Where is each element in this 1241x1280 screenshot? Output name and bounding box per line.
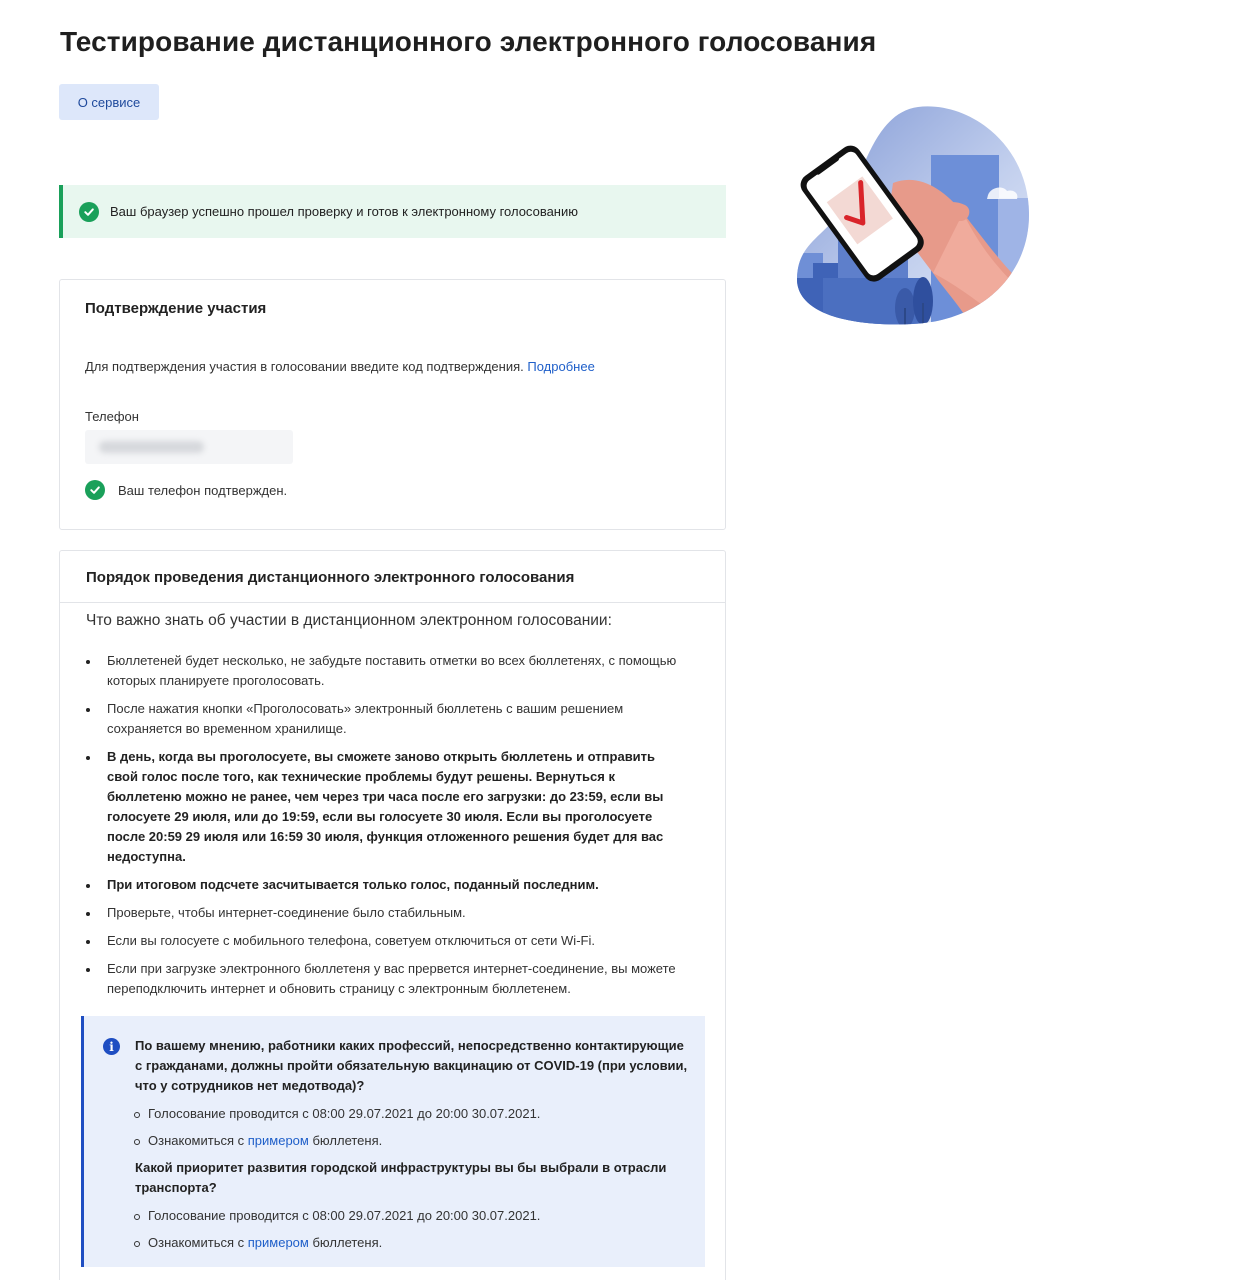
phone-field[interactable] <box>85 430 293 464</box>
list-item: Голосование проводится с 08:00 29.07.2021 до 20:00 30.07.2021. <box>133 1206 540 1226</box>
confirmation-title: Подтверждение участия <box>85 300 267 317</box>
participation-confirmation-card <box>59 279 726 530</box>
page-title: Тестирование дистанционного электронного голосования <box>60 26 877 57</box>
list-item: Ознакомиться с примером бюллетеня. <box>133 1233 540 1253</box>
list-item: Ознакомиться с примером бюллетеня. <box>133 1131 540 1151</box>
about-service-button[interactable]: О сервисе <box>59 84 159 120</box>
info-icon: i <box>103 1038 120 1055</box>
example-link[interactable]: примером <box>247 1235 309 1250</box>
list-item: Бюллетеней будет несколько, не забудьте поставить отметки во всех бюллетенях, с помощью которых планируете проголосовать. <box>86 651 682 691</box>
list-item: Голосование проводится с 08:00 29.07.2021 до 20:00 30.07.2021. <box>133 1104 540 1124</box>
browser-check-banner <box>59 185 726 238</box>
check-circle-icon <box>79 202 99 222</box>
confirmation-description: Для подтверждения участия в голосовании введите код подтверждения. Подробнее <box>85 359 595 374</box>
question-vaccination: По вашему мнению, работники каких профессий, непосредственно контактирующие с гражданами, должны пройти обязательную вакцинацию от COVID-19 (при условии, что у сотрудников нет медотвода)? <box>135 1038 688 1093</box>
question-vaccination-details <box>133 1104 540 1158</box>
phone-label: Телефон <box>85 409 139 424</box>
list-item: После нажатия кнопки «Проголосовать» электронный бюллетень с вашим решением сохраняется во временном хранилище. <box>86 699 682 739</box>
procedure-list <box>86 651 682 1007</box>
example-link[interactable]: примером <box>247 1133 309 1148</box>
question-transport-details <box>133 1206 540 1260</box>
phone-confirmed-status <box>85 480 287 500</box>
phone-confirmed-text: Ваш телефон подтвержден. <box>118 482 288 498</box>
list-item: При итоговом подсчете засчитывается только голос, поданный последним. <box>86 875 682 895</box>
question-transport: Какой приоритет развития городской инфраструктуры вы бы выбрали в отрасли транспорта? <box>135 1160 667 1195</box>
list-item: Если при загрузке электронного бюллетеня у вас прервется интернет-соединение, вы можете переподключить интернет и обновить страницу с электронным бюллетенем. <box>86 959 682 999</box>
check-circle-icon <box>85 480 105 500</box>
more-link[interactable]: Подробнее <box>527 359 595 374</box>
procedure-intro: Что важно знать об участии в дистанционном электронном голосовании: <box>86 612 612 629</box>
procedure-title: Порядок проведения дистанционного электронного голосования <box>60 551 725 603</box>
list-item: В день, когда вы проголосуете, вы сможете заново открыть бюллетень и отправить свой голос после того, как технические проблемы будут решены. Вернуться к бюллетеню можно не ранее, чем через три часа после его загрузки: до 23:59, если вы голосуете 29 июля, или до 19:59, если вы голосуете 30 июля. Если вы проголосуете после 20:59 29 июля или 16:59 30 июля, функция отложенного решения будет для вас недоступна. <box>86 747 682 867</box>
voting-procedure-card <box>59 550 726 1280</box>
phone-vote-illustration <box>793 103 1033 328</box>
questions-info-box <box>81 1016 705 1267</box>
list-item: Если вы голосуете с мобильного телефона, советуем отключиться от сети Wi-Fi. <box>86 931 682 951</box>
phone-value-blurred <box>99 441 204 453</box>
list-item: Проверьте, чтобы интернет-соединение было стабильным. <box>86 903 682 923</box>
banner-text: Ваш браузер успешно прошел проверку и готов к электронному голосованию <box>110 204 578 219</box>
